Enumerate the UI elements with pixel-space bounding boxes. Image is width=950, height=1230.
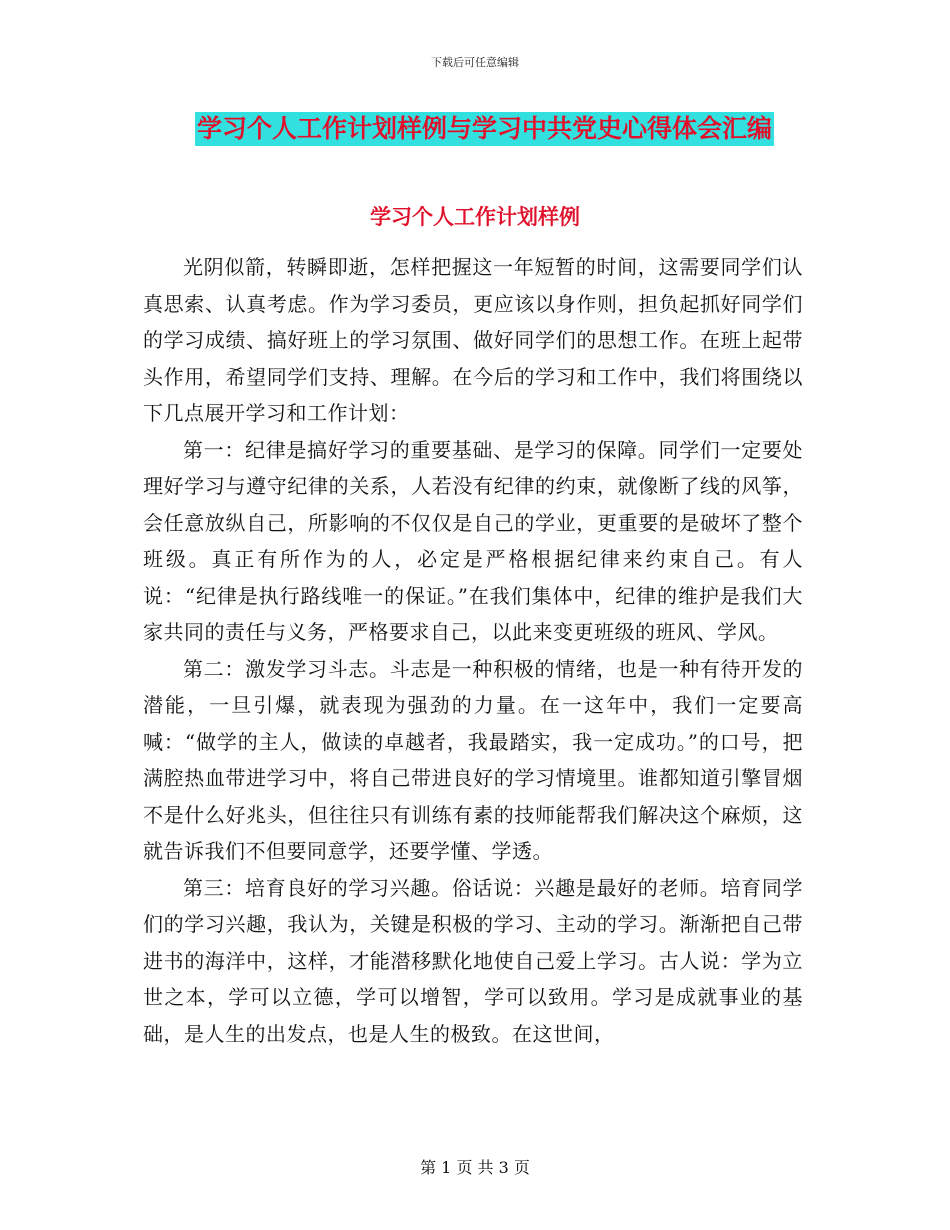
- page-footer: 第 1 页 共 3 页: [420, 1158, 530, 1177]
- paragraph-second: 第二：激发学习斗志。斗志是一种积极的情绪，也是一种有待开发的潜能，一旦引爆，就表现为强劲的力量。在一这年中，我们一定要高喊：“做学的主人，做读的卓越者，我最踏实，我一定成功。”的口号，把满腔热血带进学习中，将自己带进良好的学习情境里。谁都知道引擎冒烟不是什么好兆头，但往往只有训练有素的技师能帮我们解决这个麻烦，这就告诉我们不但要同意学，还要学懂、学透。: [143, 656, 803, 863]
- paragraph-third: 第三：培育良好的学习兴趣。俗话说：兴趣是最好的老师。培育同学们的学习兴趣，我认为，关键是积极的学习、主动的学习。渐渐把自己带进书的海洋中，这样，才能潜移默化地使自己爱上学习。古人说：学为立世之本，学可以立德，学可以增智，学可以致用。学习是成就事业的基础，是人生的出发点，也是人生的极致。在这世间，: [143, 875, 803, 1046]
- section-title: 学习个人工作计划样例: [370, 205, 580, 229]
- header-note: 下载后可任意编辑: [431, 56, 519, 69]
- paragraph-first: 第一：纪律是搞好学习的重要基础、是学习的保障。同学们一定要处理好学习与遵守纪律的关系，人若没有纪律的约束，就像断了线的风筝，会任意放纵自己，所影响的不仅仅是自己的学业，更重要的是破坏了整个班级。真正有所作为的人，必定是严格根据纪律来约束自己。有人说：“纪律是执行路线唯一的保证。”在我们集体中，纪律的维护是我们大家共同的责任与义务，严格要求自己，以此来变更班级的班风、学风。: [143, 437, 803, 644]
- paragraph-intro: 光阴似箭，转瞬即逝，怎样把握这一年短暂的时间，这需要同学们认真思索、认真考虑。作为学习委员，更应该以身作则，担负起抓好同学们的学习成绩、搞好班上的学习氛围、做好同学们的思想工作。在班上起带头作用，希望同学们支持、理解。在今后的学习和工作中，我们将围绕以下几点展开学习和工作计划：: [143, 255, 803, 425]
- document-body: [143, 249, 803, 1052]
- main-title: 学习个人工作计划样例与学习中共党史心得体会汇编: [195, 112, 774, 146]
